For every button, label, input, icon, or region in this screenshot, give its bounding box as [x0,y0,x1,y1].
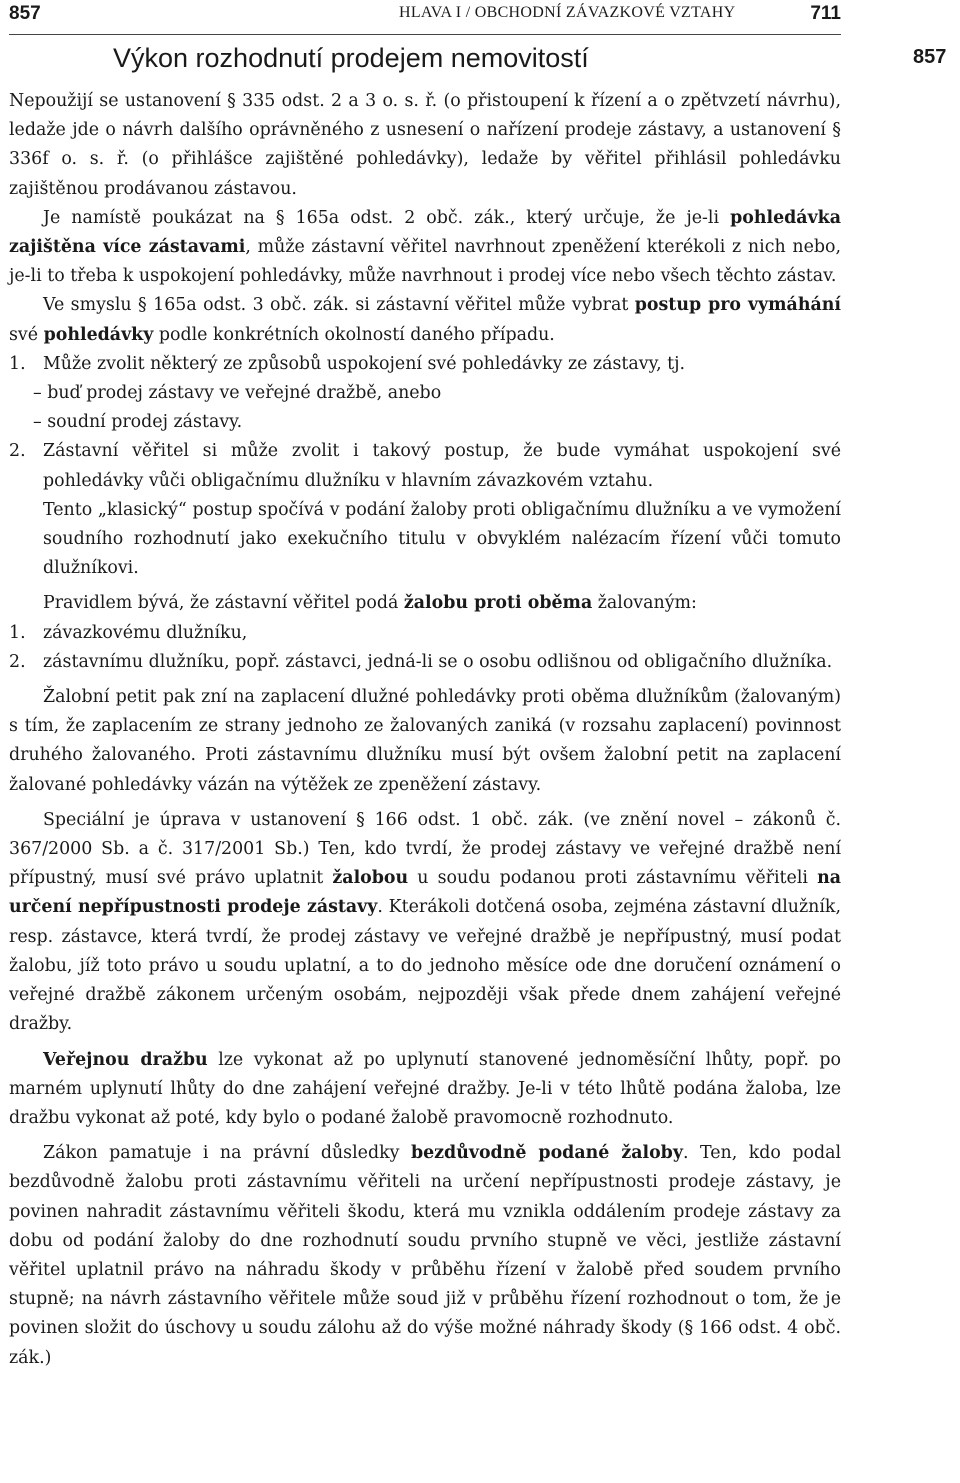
numbered-item-2 [9,648,841,677]
paragraph-7 [9,1046,841,1134]
numbered-item-1 [9,619,841,648]
list-item-1 [9,350,841,379]
dash-item-2: – soudní prodej zástavy. [33,412,243,433]
list-text: Zástavní věřitel si může zvolit i takový postup, že bude vymáhat uspokojení své pohledávky vůči obligačnímu dlužníku v hlavním závazkovém vztahu. [43,441,841,491]
paragraph-2 [9,204,841,292]
paragraph-5: Žalobní petit pak zní na zaplacení dlužné pohledávky proti oběma dlužníkům (žalovaným) s tím, že zaplacením ze strany jednoho ze žalovaných zaniká (v rozsahu zaplacení) povinnost druhého žalovaného. Proti zástavnímu dlužníku musí být ovšem žalobní petit na zaplacení žalované pohledávky vázán na výtěžek ze zpeněžení zástavy. [9,687,841,795]
list-number: 1. [9,353,26,374]
bold-term: na určení nepřípustnosti prodeje zástavy [9,868,841,918]
text-run: podle konkrétních okolností daného případu. [153,324,555,345]
dash-item-1: – buď prodej zástavy ve veřejné dražbě, anebo [33,383,442,404]
section-title: Výkon rozhodnutí prodejem nemovitostí [113,43,589,73]
paragraph-6 [9,806,841,1040]
text-run: své [9,324,44,345]
text-run: Je namístě poukázat na § 165a odst. 2 obč. zák., který určuje, že je-li [43,207,731,228]
list-item-2-continuation: Tento „klasický“ postup spočívá v podání žaloby proti obligačnímu dlužníku a ve vymožení soudního rozhodnutí jako exekučního titulu v obvyklém nalézacím řízení vůči tomuto dlužníkovi. [43,499,841,579]
bold-term: žalobou [332,868,409,889]
paragraph-3 [9,291,841,349]
text-run: Zákon pamatuje i na právní důsledky [43,1143,411,1164]
list-number: 2. [9,441,26,462]
list-number: 1. [9,622,26,643]
paragraph-4 [9,589,841,618]
paragraph-1: Nepoužijí se ustanovení § 335 odst. 2 a 3 o. s. ř. (o přistoupení k řízení a o zpětvzetí návrhu), ledaže jde o návrh dalšího oprávněného z usnesení o nařízení prodeje zástavy, a ustanovení § 336f o. s. ř. (o přihlášce zajištěné pohledávky), ledaže by věřitel přihlásil pohledávku zajištěnou prodávanou zástavou. [9,91,841,199]
header-marginal-number: 711 [810,3,841,24]
list-item-2 [9,437,841,495]
section-margin-number: 857 [913,46,947,68]
bold-term: pohledávka zajištěna více zástavami [9,207,841,258]
paragraph-8 [9,1139,841,1373]
bold-term: žalobu proti oběma [403,593,593,614]
page-number: 857 [9,3,41,24]
document-page [9,0,841,1373]
text-run: Speciální je úprava v ustanovení § 166 odst. 1 obč. zák. (ve znění novel – zákonů č. 367/2000 Sb. a č. 317/2001 Sb.) Ten, kdo tvrdí, že prodej zástavy ve veřejné dražbě není přípustný, musí své právo uplatnit [9,809,841,889]
list-text: Může zvolit některý ze způsobů uspokojení své pohledávky ze zástavy, tj. [43,353,686,374]
text-run: žalovaným: [592,593,697,614]
text-run: , může zástavní věřitel navrhnout zpeněžení kterékoli z nich nebo, je-li to třeba k uspokojení pohledávky, může navrhnout i prodej více nebo všech těchto zástav. [9,237,841,287]
text-run: lze vykonat až po uplynutí stanovené jednoměsíční lhůty, popř. po marném uplynutí lhůty do dne zahájení veřejné dražby. Je-li v této lhůtě podána žaloba, lze dražbu vykonat až poté, kdy bylo o podané žalobě pravomocně rozhodnuto. [9,1049,841,1128]
running-header [9,0,841,35]
list-text: závazkovému dlužníku, [43,622,248,643]
text-run: Ve smyslu § 165a odst. 3 obč. zák. si zástavní věřitel může vybrat [43,295,635,316]
bold-term: postup pro vymáhání [634,295,841,316]
list-number: 2. [9,651,26,672]
bold-term: pohledávky [43,324,154,345]
bold-term: Veřejnou dražbu [43,1049,208,1070]
list-text: zástavnímu dlužníku, popř. zástavci, jedná-li se o osobu odlišnou od obligačního dlužníka. [43,651,833,672]
running-head: HLAVA I / OBCHODNÍ ZÁVAZKOVÉ VZTAHY [399,4,736,21]
text-run: . Ten, kdo podal bezdůvodně žalobu proti zástavnímu věřiteli na určení nepřípustnosti prodeje zástavy, je povinen nahradit zástavnímu věřiteli škodu, která mu vznikla oddálením prodeje zástavy za dobu od podání žaloby do dne rozhodnutí soudu prvního stupně ve věci, jestliže zástavní věřitel uplatnil právo na náhradu škody v průběhu řízení v žalobě před soudem prvního stupně; na návrh zástavního věřitele může soud již v průběhu řízení rozhodnout o tom, že je povinen složit do úschovy u soudu zálohu až do výše možné náhrady škody (§ 166 odst. 4 obč. zák.) [9,1143,842,1368]
text-run: . Kterákoli dotčená osoba, zejména zástavní dlužník, resp. zástavce, která tvrdí, že prodej zástavy ve veřejné dražbě je nepřípustný, musí podat žalobu, jíž toto právo u soudu uplatní, a to do jednoho měsíce ode dne doručení oznámení o veřejné dražbě zákonem určeným osobám, nejpozději však přede dnem zahájení veřejné dražby. [9,897,841,1035]
text-run: Pravidlem bývá, že zástavní věřitel podá [43,593,404,614]
text-run: u soudu podanou proti zástavnímu věřiteli [408,868,818,889]
bold-term: bezdůvodně podané žaloby [410,1143,683,1164]
